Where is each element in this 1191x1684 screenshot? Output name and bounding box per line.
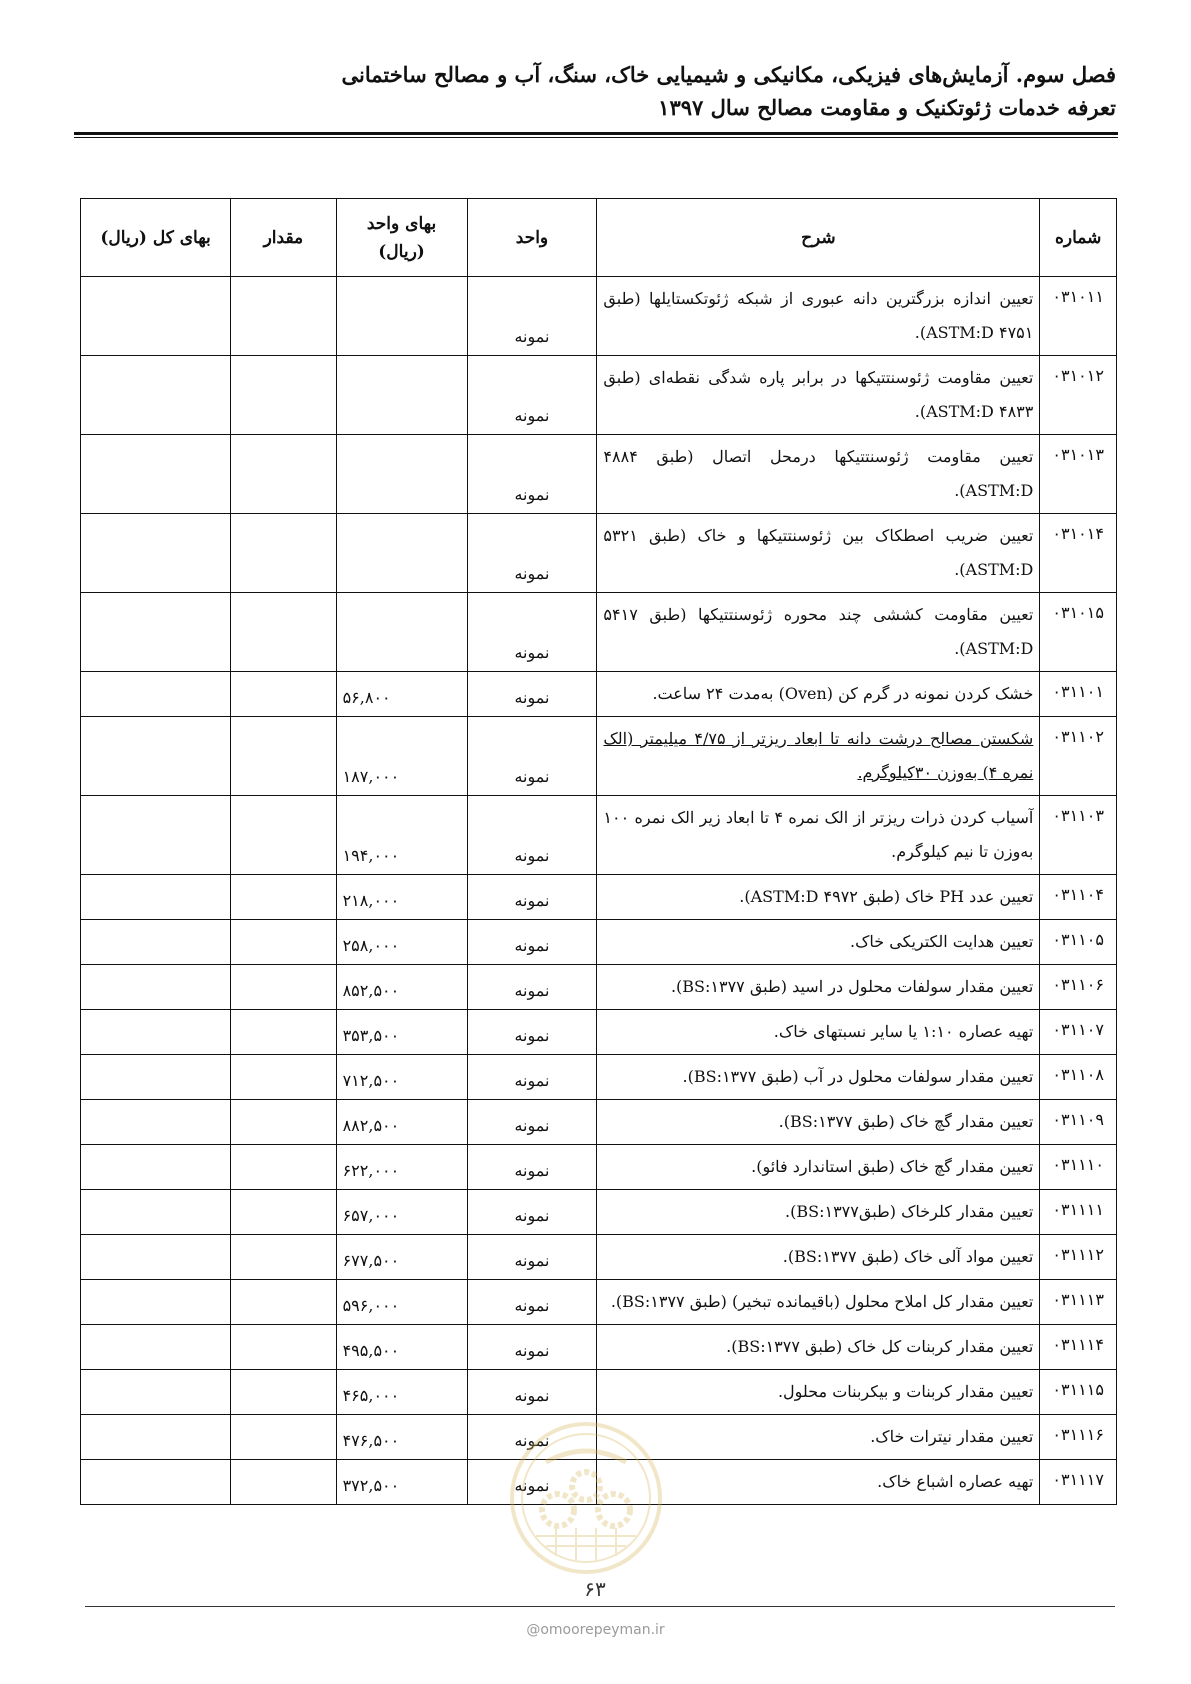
row-unit: نمونه — [467, 1280, 597, 1325]
row-quantity — [231, 875, 336, 920]
header-unit-price — [336, 199, 467, 277]
row-total-price — [81, 593, 231, 672]
row-unit: نمونه — [467, 1415, 597, 1460]
row-quantity — [231, 593, 336, 672]
row-description: تعیین مقدار کل املاح محلول (باقیمانده تبخیر) (طبق BS:۱۳۷۷). — [597, 1280, 1040, 1325]
table-row — [81, 1280, 1117, 1325]
row-unit-price — [336, 356, 467, 435]
row-quantity — [231, 1190, 336, 1235]
row-description: تعیین مقدار کلرخاک (طبقBS:۱۳۷۷). — [597, 1190, 1040, 1235]
row-unit: نمونه — [467, 1055, 597, 1100]
table-row — [81, 1145, 1117, 1190]
row-description: تعیین مقدار گچ خاک (طبق استاندارد فائو). — [597, 1145, 1040, 1190]
table-row — [81, 796, 1117, 875]
row-total-price — [81, 435, 231, 514]
document-title: تعرفه خدمات ژئوتکنیک و مقاومت مصالح سال ۱۳۹۷ — [658, 95, 1116, 120]
row-total-price — [81, 1370, 231, 1415]
row-total-price — [81, 875, 231, 920]
row-description: تعیین مقدار گچ خاک (طبق BS:۱۳۷۷). — [597, 1100, 1040, 1145]
row-total-price — [81, 1415, 231, 1460]
row-unit-price: ۶۲۲,۰۰۰ — [336, 1145, 467, 1190]
header-unit: واحد — [467, 199, 597, 277]
row-unit: نمونه — [467, 356, 597, 435]
row-quantity — [231, 965, 336, 1010]
table-row — [81, 1100, 1117, 1145]
row-quantity — [231, 717, 336, 796]
row-unit: نمونه — [467, 1235, 597, 1280]
row-code: ۰۳۱۱۰۷ — [1040, 1010, 1117, 1055]
header-description: شرح — [597, 199, 1040, 277]
row-code: ۰۳۱۱۰۶ — [1040, 965, 1117, 1010]
table-body — [81, 277, 1117, 1505]
table-row — [81, 514, 1117, 593]
row-description: تعیین هدایت الکتریکی خاک. — [597, 920, 1040, 965]
row-description: تعیین ضریب اصطکاک بین ژئوسنتتیکها و خاک (طبق ۵۳۲۱ ASTM:D). — [597, 514, 1040, 593]
row-unit-price: ۶۵۷,۰۰۰ — [336, 1190, 467, 1235]
row-total-price — [81, 1010, 231, 1055]
table-row — [81, 356, 1117, 435]
tariff-table — [80, 198, 1117, 1505]
row-description-text: شکستن مصالح درشت دانه تا ابعاد ریزتر از ۴/۷۵ میلیمتر (الک نمره ۴) به‌وزن ۳۰کیلوگرم. — [603, 729, 1034, 782]
row-unit-price: ۷۱۲,۵۰۰ — [336, 1055, 467, 1100]
row-description: تعیین مقاومت ژئوسنتتیکها درمحل اتصال (طبق ۴۸۸۴ ASTM:D). — [597, 435, 1040, 514]
row-quantity — [231, 1010, 336, 1055]
chapter-title: فصل سوم. آزمایش‌های فیزیکی، مکانیکی و شیمیایی خاک، سنگ، آب و مصالح ساختمانی — [341, 62, 1116, 87]
row-quantity — [231, 672, 336, 717]
page-number: ۶۳ — [584, 1577, 606, 1601]
row-unit: نمونه — [467, 920, 597, 965]
row-unit: نمونه — [467, 1325, 597, 1370]
row-quantity — [231, 514, 336, 593]
row-unit-price — [336, 277, 467, 356]
row-unit: نمونه — [467, 796, 597, 875]
row-code: ۰۳۱۱۱۵ — [1040, 1370, 1117, 1415]
row-total-price — [81, 1460, 231, 1505]
row-code: ۰۳۱۱۰۸ — [1040, 1055, 1117, 1100]
row-quantity — [231, 1055, 336, 1100]
header-code: شماره — [1040, 199, 1117, 277]
row-code: ۰۳۱۰۱۵ — [1040, 593, 1117, 672]
row-code: ۰۳۱۱۰۱ — [1040, 672, 1117, 717]
table-row — [81, 1325, 1117, 1370]
row-unit-price: ۱۸۷,۰۰۰ — [336, 717, 467, 796]
row-total-price — [81, 1280, 231, 1325]
row-total-price — [81, 1055, 231, 1100]
row-total-price — [81, 277, 231, 356]
row-description: تهیه عصاره ۱:۱۰ یا سایر نسبتهای خاک. — [597, 1010, 1040, 1055]
row-description — [597, 717, 1040, 796]
row-description: تعیین مقدار کربنات کل خاک (طبق BS:۱۳۷۷). — [597, 1325, 1040, 1370]
row-quantity — [231, 920, 336, 965]
row-code: ۰۳۱۱۰۳ — [1040, 796, 1117, 875]
row-quantity — [231, 435, 336, 514]
row-description: خشک کردن نمونه در گرم کن (Oven) به‌مدت ۲۴ ساعت. — [597, 672, 1040, 717]
row-total-price — [81, 672, 231, 717]
row-unit-price: ۵۶,۸۰۰ — [336, 672, 467, 717]
row-unit: نمونه — [467, 717, 597, 796]
header-unit-price-currency: (ریال) — [378, 241, 425, 262]
row-total-price — [81, 920, 231, 965]
row-code: ۰۳۱۱۱۳ — [1040, 1280, 1117, 1325]
table-row — [81, 277, 1117, 356]
page-header — [76, 58, 1116, 124]
row-code: ۰۳۱۱۱۲ — [1040, 1235, 1117, 1280]
row-unit-price: ۴۷۶,۵۰۰ — [336, 1415, 467, 1460]
table-row — [81, 435, 1117, 514]
row-unit-price: ۳۷۲,۵۰۰ — [336, 1460, 467, 1505]
row-unit: نمونه — [467, 435, 597, 514]
website-watermark: @omoorepeyman.ir — [526, 1622, 665, 1638]
row-quantity — [231, 1370, 336, 1415]
row-unit: نمونه — [467, 593, 597, 672]
row-unit-price — [336, 514, 467, 593]
row-quantity — [231, 796, 336, 875]
row-description: تعیین مقدار سولفات محلول در اسید (طبق BS:۱۳۷۷). — [597, 965, 1040, 1010]
row-unit-price: ۲۵۸,۰۰۰ — [336, 920, 467, 965]
row-code: ۰۳۱۱۰۵ — [1040, 920, 1117, 965]
row-description: آسیاب کردن ذرات ریزتر از الک نمره ۴ تا ابعاد زیر الک نمره ۱۰۰ به‌وزن تا نیم کیلوگرم. — [597, 796, 1040, 875]
row-unit: نمونه — [467, 514, 597, 593]
header-quantity: مقدار — [231, 199, 336, 277]
row-description: تعیین مقدار سولفات محلول در آب (طبق BS:۱۳۷۷). — [597, 1055, 1040, 1100]
table-row — [81, 1235, 1117, 1280]
row-unit: نمونه — [467, 965, 597, 1010]
row-unit: نمونه — [467, 1145, 597, 1190]
row-total-price — [81, 1145, 231, 1190]
table-row — [81, 875, 1117, 920]
row-total-price — [81, 356, 231, 435]
row-unit-price: ۴۶۵,۰۰۰ — [336, 1370, 467, 1415]
row-total-price — [81, 1190, 231, 1235]
row-total-price — [81, 965, 231, 1010]
row-description: تهیه عصاره اشباع خاک. — [597, 1460, 1040, 1505]
footer-rule — [85, 1606, 1115, 1607]
table-row — [81, 1055, 1117, 1100]
row-unit: نمونه — [467, 277, 597, 356]
row-total-price — [81, 514, 231, 593]
header-rule-thick — [74, 132, 1118, 135]
row-code: ۰۳۱۱۱۴ — [1040, 1325, 1117, 1370]
row-unit: نمونه — [467, 1010, 597, 1055]
row-total-price — [81, 717, 231, 796]
table-row — [81, 1010, 1117, 1055]
row-description: تعیین مقاومت کششی چند محوره ژئوسنتتیکها (طبق ۵۴۱۷ ASTM:D). — [597, 593, 1040, 672]
row-unit: نمونه — [467, 1100, 597, 1145]
table-row — [81, 672, 1117, 717]
row-unit-price: ۸۸۲,۵۰۰ — [336, 1100, 467, 1145]
row-code: ۰۳۱۱۰۹ — [1040, 1100, 1117, 1145]
header-unit-price-label: بهای واحد — [366, 213, 437, 234]
row-code: ۰۳۱۰۱۴ — [1040, 514, 1117, 593]
table-row — [81, 717, 1117, 796]
row-unit: نمونه — [467, 875, 597, 920]
row-description: تعیین اندازه بزرگترین دانه عبوری از شبکه ژئوتکستایلها (طبق ASTM:D ۴۷۵۱). — [597, 277, 1040, 356]
row-quantity — [231, 356, 336, 435]
table-row — [81, 920, 1117, 965]
row-description: تعیین عدد PH خاک (طبق ASTM:D ۴۹۷۲). — [597, 875, 1040, 920]
table-row — [81, 965, 1117, 1010]
row-code: ۰۳۱۱۰۲ — [1040, 717, 1117, 796]
row-quantity — [231, 1325, 336, 1370]
row-code: ۰۳۱۰۱۳ — [1040, 435, 1117, 514]
row-quantity — [231, 1460, 336, 1505]
row-unit-price: ۱۹۴,۰۰۰ — [336, 796, 467, 875]
seal-watermark-icon — [506, 1418, 666, 1578]
table-row — [81, 1190, 1117, 1235]
row-total-price — [81, 1100, 231, 1145]
row-code: ۰۳۱۱۰۴ — [1040, 875, 1117, 920]
row-description: تعیین مقاومت ژئوسنتتیکها در برابر پاره شدگی نقطه‌ای (طبق ASTM:D ۴۸۳۳). — [597, 356, 1040, 435]
row-unit-price: ۴۹۵,۵۰۰ — [336, 1325, 467, 1370]
row-quantity — [231, 1280, 336, 1325]
row-code: ۰۳۱۰۱۱ — [1040, 277, 1117, 356]
row-unit: نمونه — [467, 672, 597, 717]
row-code: ۰۳۱۱۱۷ — [1040, 1460, 1117, 1505]
row-quantity — [231, 1415, 336, 1460]
row-total-price — [81, 1235, 231, 1280]
row-unit-price — [336, 593, 467, 672]
row-unit-price: ۶۷۷,۵۰۰ — [336, 1235, 467, 1280]
row-quantity — [231, 1100, 336, 1145]
row-unit-price — [336, 435, 467, 514]
row-total-price — [81, 796, 231, 875]
row-quantity — [231, 1235, 336, 1280]
row-unit-price: ۲۱۸,۰۰۰ — [336, 875, 467, 920]
table-row — [81, 1370, 1117, 1415]
row-code: ۰۳۱۰۱۲ — [1040, 356, 1117, 435]
table-header-row — [81, 199, 1117, 277]
row-code: ۰۳۱۱۱۱ — [1040, 1190, 1117, 1235]
row-unit-price: ۵۹۶,۰۰۰ — [336, 1280, 467, 1325]
header-total-price: بهای کل (ریال) — [81, 199, 231, 277]
row-unit-price: ۸۵۲,۵۰۰ — [336, 965, 467, 1010]
table-row — [81, 593, 1117, 672]
row-code: ۰۳۱۱۱۶ — [1040, 1415, 1117, 1460]
row-description: تعیین مقدار کربنات و بیکربنات محلول. — [597, 1370, 1040, 1415]
row-unit: نمونه — [467, 1460, 597, 1505]
row-total-price — [81, 1325, 231, 1370]
row-unit: نمونه — [467, 1190, 597, 1235]
row-quantity — [231, 1145, 336, 1190]
row-unit-price: ۳۵۳,۵۰۰ — [336, 1010, 467, 1055]
row-unit: نمونه — [467, 1370, 597, 1415]
row-quantity — [231, 277, 336, 356]
row-description: تعیین مواد آلی خاک (طبق BS:۱۳۷۷). — [597, 1235, 1040, 1280]
row-description: تعیین مقدار نیترات خاک. — [597, 1415, 1040, 1460]
header-rule-thin — [74, 137, 1118, 138]
row-code: ۰۳۱۱۱۰ — [1040, 1145, 1117, 1190]
